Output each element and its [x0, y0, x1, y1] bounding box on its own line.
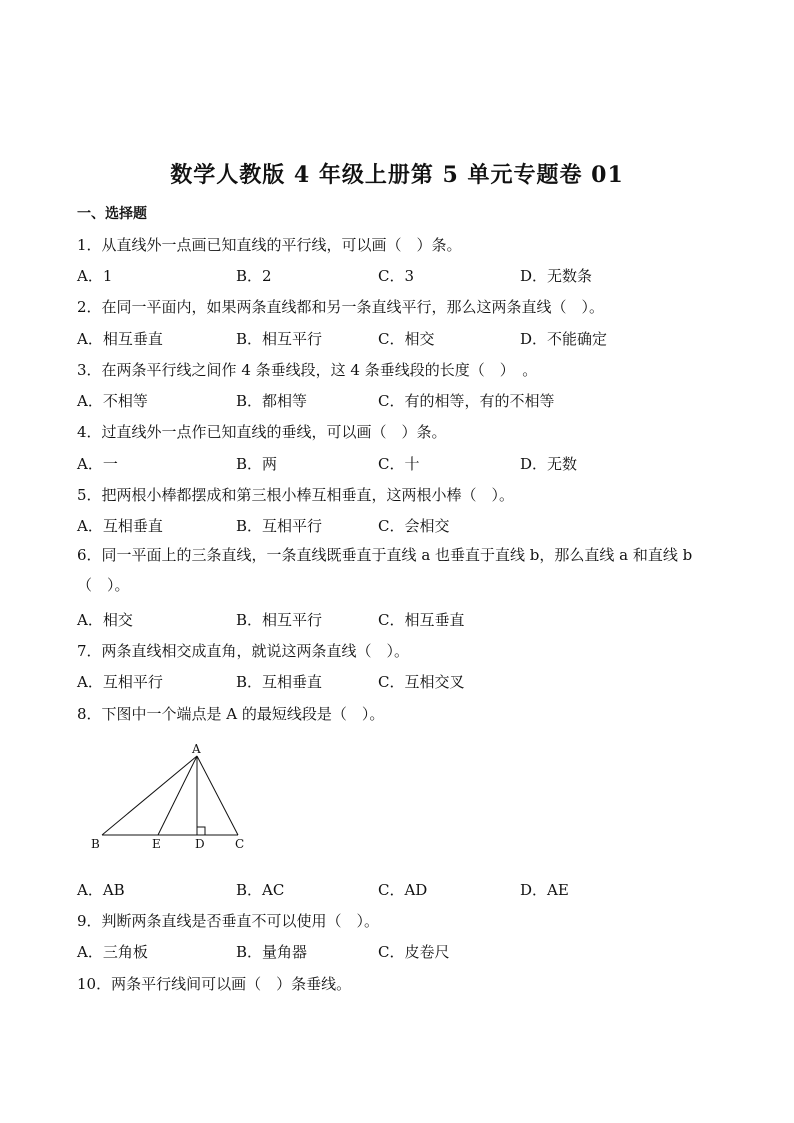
q8-option-d: D．AE: [520, 881, 569, 899]
question-2: 2．在同一平面内，如果两条直线都和另一条直线平行，那么这两条直线（ ）。: [77, 298, 605, 316]
q6-option-c: C．相互垂直: [378, 611, 465, 629]
q8-option-b: B．AC: [236, 881, 285, 899]
q5-option-b: B．互相平行: [236, 517, 323, 535]
label-a: A: [192, 742, 201, 756]
q4-option-a: A．一: [77, 455, 118, 473]
question-6: 6．同一平面上的三条直线，一条直线既垂直于直线 a 也垂直于直线 b，那么直线 a 和直线 b（ ）。: [77, 546, 693, 594]
q5-option-c: C．会相交: [378, 517, 450, 535]
segment-ab: [102, 756, 197, 835]
question-10: 10．两条平行线间可以画（ ）条垂线。: [77, 975, 352, 993]
q1-option-c: C．3: [378, 267, 415, 285]
question-8: 8．下图中一个端点是 A 的最短线段是（ ）。: [77, 705, 385, 723]
q4-option-c: C．十: [378, 455, 420, 473]
right-angle-mark: [197, 827, 205, 835]
q6-option-a: A．相交: [77, 611, 133, 629]
q6-option-b: B．相互平行: [236, 611, 323, 629]
question-9: 9．判断两条直线是否垂直不可以使用（ ）。: [77, 912, 380, 930]
q1-option-b: B．2: [236, 267, 272, 285]
q4-option-d: D．无数: [520, 455, 578, 473]
question-4: 4．过直线外一点作已知直线的垂线，可以画（ ）条。: [77, 423, 447, 441]
label-e: E: [152, 837, 161, 851]
q3-option-c: C．有的相等，有的不相等: [378, 392, 555, 410]
q1-option-d: D．无数条: [520, 267, 593, 285]
q2-option-a: A．相互垂直: [77, 330, 163, 348]
q9-option-a: A．三角板: [77, 943, 148, 961]
q8-option-c: C．AD: [378, 881, 428, 899]
q3-option-b: B．都相等: [236, 392, 308, 410]
triangle-figure: [88, 740, 258, 855]
q9-option-b: B．量角器: [236, 943, 308, 961]
q7-option-b: B．互相垂直: [236, 673, 323, 691]
q2-option-b: B．相互平行: [236, 330, 323, 348]
q1-option-a: A．1: [77, 267, 113, 285]
label-d: D: [195, 837, 205, 851]
label-b: B: [91, 837, 100, 851]
page-title: 数学人教版 4 年级上册第 5 单元专题卷 01: [170, 162, 624, 188]
q2-option-d: D．不能确定: [520, 330, 608, 348]
q2-option-c: C．相交: [378, 330, 435, 348]
question-1: 1．从直线外一点画已知直线的平行线，可以画（ ）条。: [77, 236, 462, 254]
q4-option-b: B．两: [236, 455, 278, 473]
label-c: C: [235, 837, 245, 851]
segment-ae: [158, 756, 197, 835]
q5-option-a: A．互相垂直: [77, 517, 163, 535]
question-3: 3．在两条平行线之间作 4 条垂线段，这 4 条垂线段的长度（ ） 。: [77, 361, 538, 379]
q9-option-c: C．皮卷尺: [378, 943, 450, 961]
q3-option-a: A．不相等: [77, 392, 148, 410]
question-7: 7．两条直线相交成直角，就说这两条直线（ ）。: [77, 642, 410, 660]
q7-option-a: A．互相平行: [77, 673, 163, 691]
question-5: 5．把两根小棒都摆成和第三根小棒互相垂直，这两根小棒（ ）。: [77, 486, 515, 504]
section-heading: 一、选择题: [77, 206, 147, 222]
q8-option-a: A．AB: [77, 881, 125, 899]
segment-ac: [197, 756, 238, 835]
q7-option-c: C．互相交叉: [378, 673, 465, 691]
